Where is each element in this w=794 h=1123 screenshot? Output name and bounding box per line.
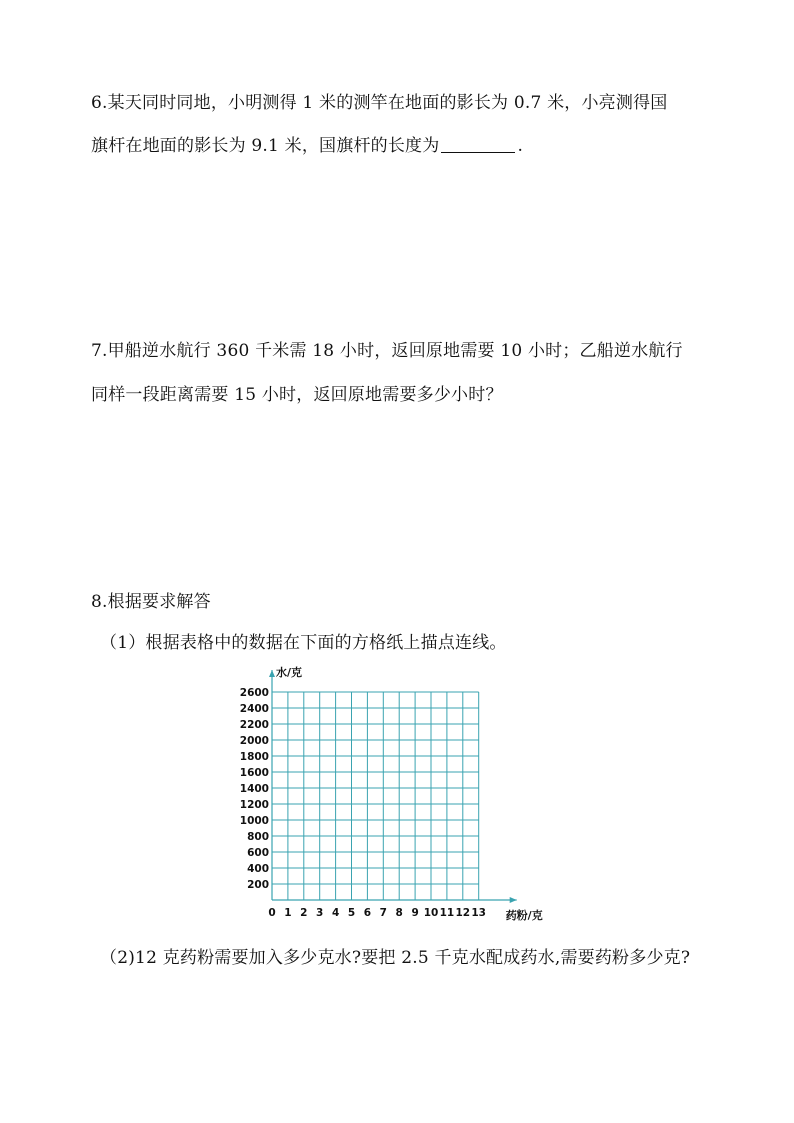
y-axis-title: 水/克 — [276, 666, 303, 679]
y-tick-label: 2400 — [239, 703, 269, 715]
x-tick-label: 6 — [363, 907, 372, 919]
y-tick-label: 400 — [247, 863, 269, 875]
x-tick-label: 2 — [300, 907, 308, 919]
y-tick-label: 2200 — [239, 719, 269, 731]
y-tick-label: 2600 — [239, 687, 269, 699]
y-tick-label: 1200 — [239, 799, 269, 811]
x-tick-label: 4 — [331, 907, 340, 919]
x-tick-label: 3 — [316, 907, 324, 919]
x-tick-label: 8 — [395, 907, 403, 919]
y-tick-label: 1400 — [239, 783, 269, 795]
x-tick-label: 10 — [423, 907, 439, 919]
q7-line1: 7.甲船逆水航行 360 千米需 18 小时，返回原地需要 10 小时；乙船逆水航行 — [91, 341, 683, 361]
x-axis-arrow — [510, 897, 517, 903]
x-tick-label: 9 — [411, 907, 419, 919]
x-tick-label: 7 — [379, 907, 387, 919]
grid-paper-chart — [236, 660, 566, 922]
chart-svg — [236, 660, 566, 922]
y-tick-label: 1000 — [239, 815, 269, 827]
y-tick-label: 1800 — [239, 751, 269, 763]
x-tick-label: 5 — [347, 907, 356, 919]
x-tick-label: 1 — [284, 907, 292, 919]
q6-line1: 6.某天同时同地，小明测得 1 米的测竿在地面的影长为 0.7 米，小亮测得国 — [91, 93, 668, 113]
q6-line2-text: 旗杆在地面的影长为 9.1 米，国旗杆的长度为 — [91, 136, 440, 156]
x-tick-label: 11 — [439, 907, 455, 919]
q6-line2 — [91, 131, 523, 156]
x-tick-label: 12 — [455, 907, 471, 919]
q7-line2: 同样一段距离需要 15 小时，返回原地需要多少小时？ — [91, 385, 503, 405]
x-axis-title: 药粉/克 — [505, 909, 543, 922]
q6-line2-end: . — [517, 136, 524, 156]
q8-title: 8.根据要求解答 — [91, 592, 211, 612]
y-axis-arrow — [269, 670, 275, 677]
x-tick-label: 0 — [268, 907, 276, 919]
x-tick-label: 13 — [471, 907, 487, 919]
q8-part1: （1）根据表格中的数据在下面的方格纸上描点连线。 — [100, 633, 507, 653]
y-tick-label: 2000 — [239, 735, 269, 747]
y-tick-label: 1600 — [239, 767, 269, 779]
y-tick-label: 200 — [247, 879, 269, 891]
answer-blank[interactable] — [441, 136, 515, 153]
q8-part2: （2)12 克药粉需要加入多少克水?要把 2.5 千克水配成药水,需要药粉多少克? — [100, 948, 691, 968]
y-tick-label: 600 — [247, 847, 269, 859]
y-tick-label: 800 — [247, 831, 269, 843]
